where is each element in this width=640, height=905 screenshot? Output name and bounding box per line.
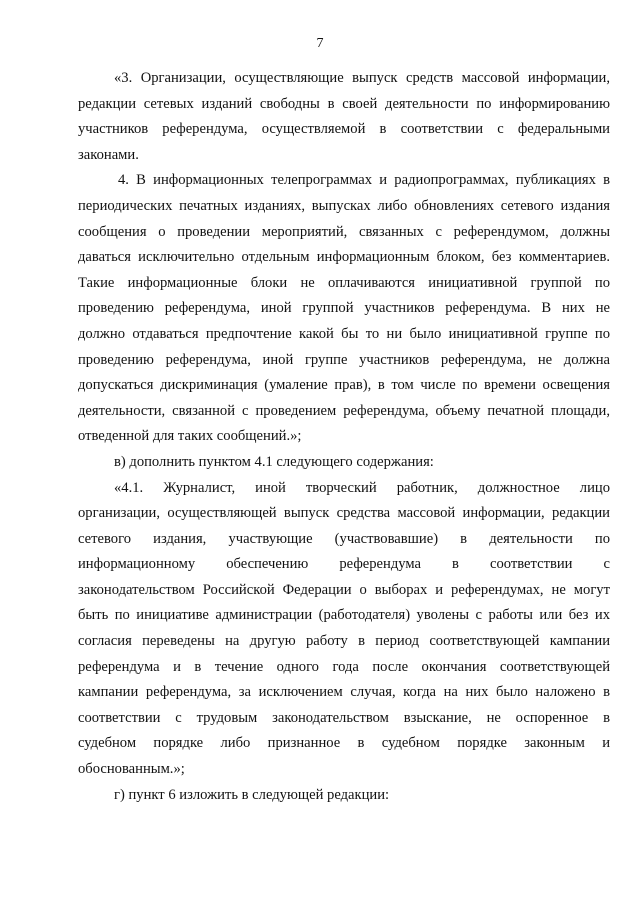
text-line: в) дополнить пунктом 4.1 следующего содержания: [114,453,434,470]
document-body [78,66,610,808]
text-line: соответствии с трудовым законодательством взыскание, не оспоренное в [78,709,610,726]
paragraph-4-1 [78,476,610,783]
paragraph-3 [78,66,610,168]
text-line: информационному обеспечению референдума в соответствии с [78,556,610,573]
text-line: законами. [78,146,139,163]
text-line: участников референдума, осуществляемой в соответствии с федеральными [78,121,610,138]
text-line: референдума и в течение одного года после окончания соответствующей [78,658,610,675]
text-line: деятельности, связанной с проведением референдума, объему печатной площади, [78,402,610,419]
text-line: периодических печатных изданиях, выпусках либо обновлениях сетевого издания [78,197,610,214]
subpoint-g [78,783,610,809]
text-line: должно отдаваться предпочтение какой бы то ни было инициативной группе по [78,325,610,342]
text-line: законодательством Российской Федерации о выборах и референдумах, не могут [78,581,610,598]
text-line: редакции сетевых изданий свободны в своей деятельности по информированию [78,95,610,112]
text-line: кампании референдума, за исключением случая, когда на них было наложено в [78,684,610,701]
text-line: проведению референдума, иной группе участников референдума, не должна [78,351,610,368]
text-line: даваться исключительно отдельным информационным блоком, без комментариев. [78,249,610,266]
subpoint-v [78,450,610,476]
text-line: обоснованным.»; [78,761,185,778]
paragraph-4 [78,168,610,450]
text-line: проведению референдума, иной группой участников референдума. В них не [78,300,610,317]
text-line: судебном порядке либо признанное в судебном порядке законным и [78,735,610,752]
text-line: сообщения о проведении мероприятий, связанных с референдумом, должны [78,223,610,240]
text-line: организации, осуществляющей выпуск средства массовой информации, редакции [78,505,610,522]
text-line: Такие информационные блоки не оплачиваются инициативной группой по [78,274,610,291]
text-line: согласия переведены на другую работу в период соответствующей кампании [78,633,610,650]
page-number: 7 [316,36,324,51]
text-line: 4. В информационных телепрограммах и радиопрограммах, публикациях в [118,172,610,189]
text-line: сетевого издания, участвующие (участвовавшие) в деятельности по [78,530,610,547]
text-line: г) пункт 6 изложить в следующей редакции: [114,786,390,803]
text-line: допускаться дискриминация (умаление прав), в том числе по времени освещения [78,377,610,394]
text-line: быть по инициативе администрации (работодателя) уволены с работы или без их [78,607,610,624]
text-line: отведенной для таких сообщений.»; [78,428,302,445]
text-line: «4.1. Журналист, иной творческий работник, должностное лицо [114,479,610,496]
text-line: «3. Организации, осуществляющие выпуск средств массовой информации, [114,70,610,86]
